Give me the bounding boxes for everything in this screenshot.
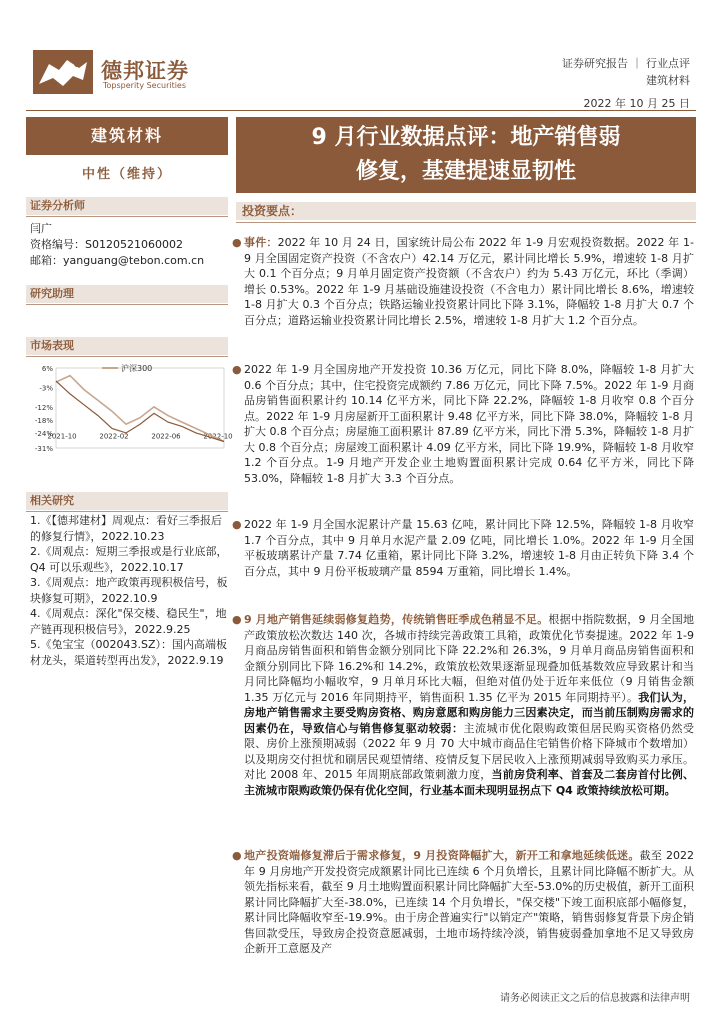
sales-conclusion: 当前房贷利率、首套及二套房首付比例、主流城市限购政策仍保有优化空间，行业基本面未现明显拐点下 Q4 政策持续放松可期。: [244, 768, 694, 797]
bullet-icon: ●: [232, 613, 242, 626]
investment-text: 截至 2022 年 9 月房地产开发投资完成额累计同比已连续 6 个月负增长，且累计同比降幅不断扩大。从领先指标来看，截至 9 月土地购置面积累计同比降幅扩大至-53.0%的历史极值，新开工面积累计同比降幅扩大至-38.0%，已连续 14 个月负增长，"保交楼"下竣工面积底部小幅修复，累计同比降幅收窄至-19.9%。由于房企普遍实行"以销定产"策略，销售弱修复背景下房企销售回款受压，导致房企投资意愿减弱，土地市场持续冷淡，销售疲弱叠加拿地不足又导致房企新开工意愿及产: [244, 849, 695, 955]
x-tick-label: 2022-02: [99, 432, 129, 441]
title-line-1: 9 月行业数据点评：地产销售弱: [311, 125, 621, 150]
header-divider: [26, 110, 696, 111]
x-tick-label: 2022-10: [203, 432, 233, 441]
x-tick-label: 2022-06: [151, 432, 181, 441]
analyst-name: 闫广: [30, 222, 52, 235]
bullet-icon: ●: [232, 518, 242, 531]
y-tick-label: -18%: [34, 416, 53, 425]
investment-lead: 地产投资端修复滞后于需求修复，9 月投资降幅扩大，新开工和拿地延续低迷。: [244, 849, 640, 862]
rating-label: 中性（维持）: [81, 167, 172, 182]
chart-frame: [56, 368, 224, 448]
brand-name: 德邦证券: [101, 59, 189, 83]
sales-view: 我们认为，房地产销售需求主要受购房资格、购房意愿和购房能力三因素决定，而当前压制购房需求的因素仍在，导致信心与销售修复驱动较弱：: [244, 690, 695, 735]
analyst-email[interactable]: 邮箱：yanguang@tebon.com.cn: [30, 254, 205, 267]
paragraph-sales: [232, 612, 695, 798]
y-tick-label: -3%: [39, 384, 53, 393]
event-text: 2022 年 10 月 24 日，国家统计局公布 2022 年 1-9 月宏观投资数据。2022 年 1-9 月全国固定资产投资（不含农户）42.14 万亿元，累计同比增长 5.9%，增速较 1-8 月扩大 0.1 个百分点；9 月单月固定资产投资额（不含农户）约为 5.43 万亿元，环比（季调）增长 0.53%。2022 年 1-9 月基础设施建设投资（不含电力）累计同比增长 8.6%，增速较 1-8 月扩大 0.3 个百分点；铁路运输业投资累计同比下降 3.1%，降幅较 1-8 月扩大 0.7 个百分点；道路运输业投资累计同比增长 2.5%，增速较 1-8 月扩大 1.2 个百分点。: [244, 236, 695, 327]
cement-glass-text: 2022 年 1-9 月全国水泥累计产量 15.63 亿吨，累计同比下降 12.5%，降幅较 1-8 月收窄 1.7 个百分点，其中 9 月单月水泥产量 2.09 亿吨，同比增长 1.0%。2022 年 1-9 月全国平板玻璃累计产量 7.74 亿重箱，累计同比下降 3.2%，增速较 1-8 月由正转负下降 3.4 个百分点，其中 9 月份平板玻璃产量 8594 万重箱，同比增长 1.4%。: [244, 518, 694, 578]
title-line-2: 修复，基建提速显韧性: [355, 159, 576, 184]
related-research-list: [30, 513, 230, 668]
market-section-heading: 市场表现: [26, 337, 228, 355]
paragraph-real-estate: [232, 362, 694, 486]
header-sector: 建筑材料: [646, 74, 690, 87]
y-tick-label: 6%: [41, 365, 53, 373]
legend-label-hs300: 沪深300: [121, 364, 153, 373]
series-line: [56, 376, 224, 442]
bullet-icon: ●: [232, 236, 242, 249]
investment-divider: [236, 222, 696, 223]
analyst-cert: 资格编号：S0120521060002: [30, 238, 183, 251]
sales-text-a: 根据中指院数据，9 月全国地产政策放松次数达 140 次，各城市持续完善政策工具箱，政策优化节奏提速。2022 年 1-9 月商品房销售面积和销售金额分别同比下降 22.2%和 26.3%，9 月单月商品房销售面积和金额分别同比下降 16.2%和 14.2%，政策放松效果逐渐显现叠加低基数效应导致累计和当月同比降幅均小幅收窄，9 月单月环比大幅，但绝对值仍处于近年来低位（9 月销售金额 1.35 万亿元与 2016 年同期持平，销售面积 1.35 亿平为 2015 年同期持平）。: [244, 613, 694, 704]
related-item[interactable]: 3.《周观点：地产政策再现积极信号，板块修复可期》，2022.10.9: [30, 576, 228, 605]
sales-lead: 9 月地产销售延续弱修复趋势，传统销售旺季成色稍显不足。: [244, 613, 549, 626]
investment-points-heading: 投资要点：: [236, 202, 696, 220]
analyst-section-heading: 证券分析师: [26, 197, 228, 215]
paragraph-cement-glass: [232, 517, 694, 579]
related-item[interactable]: 4.《周观点：深化"保交楼、稳民生"，地产链再现积极信号》，2022.9.25: [30, 607, 227, 636]
disclaimer: 请务必阅读正文之后的信息披露和法律声明: [500, 993, 690, 1004]
y-tick-label: -24%: [34, 429, 53, 438]
y-tick-label: -12%: [34, 403, 53, 412]
related-item[interactable]: 1.《【德邦建材】周观点：看好三季报后的修复行情》，2022.10.23: [30, 514, 222, 543]
report-date: 2022 年 10 月 25 日: [583, 97, 690, 110]
report-title: [236, 117, 696, 193]
brand-english: Topsperity Securities: [103, 81, 187, 90]
x-tick-label: 2021-10: [47, 432, 77, 441]
event-lead: 事件：: [244, 236, 278, 249]
sector-label: 建筑材料: [26, 117, 228, 155]
related-item[interactable]: 5.《兔宝宝（002043.SZ）：国内高端板材龙头，渠道转型再出发》，2022.9.19: [30, 638, 228, 667]
related-item[interactable]: 2.《周观点：短期三季报或是行业底部，Q4 可以乐观些》，2022.10.17: [30, 545, 228, 574]
series-line: [56, 381, 224, 442]
assistant-section-heading: 研究助理: [26, 285, 228, 303]
market-performance-chart: [26, 358, 233, 458]
paragraph-event: [232, 235, 695, 328]
related-section-heading: 相关研究: [26, 492, 228, 510]
brand-logo: [33, 50, 93, 94]
real-estate-text: 2022 年 1-9 月全国房地产开发投资 10.36 万亿元，同比下降 8.0%，降幅较 1-8 月扩大 0.6 个百分点；其中，住宅投资完成额约 7.86 万亿元，同比下降 7.5%。2022 年 1-9 月商品房销售面积累计约 10.14 亿平方米，同比下降 22.2%，降幅较 1-8 月收窄 0.8 个百分点。2022 年 1-9 月房屋新开工面积累计 9.48 亿平方米，同比下降 38.0%，降幅较 1-8 月扩大 0.8 个百分点；房屋施工面积累计 87.89 亿平方米，同比下滑 5.3%，降幅较 1-8 月扩大 0.8 个百分点；房屋竣工面积累计 4.09 亿平方米，同比下降 19.9%，降幅较 1-8 月收窄 1.2 个百分点。1-9 月地产开发企业土地购置面积累计完成 0.64 亿平方米，同比下降 53.0%，降幅较 1-8 月扩大 3.3 个百分点。: [244, 363, 694, 485]
bullet-icon: ●: [232, 363, 242, 376]
y-tick-label: -31%: [34, 445, 53, 453]
report-type: 证券研究报告 ｜ 行业点评: [562, 57, 690, 70]
sales-text-b: 主流城市优化限购政策但居民购买资格仍然受限、房价上涨预期减弱（2022 年 9 月 70 大中城市商品住宅销售价格下降城市个数增加）以及期房交付担忧和刷居民观望情绪、疫情反复下居民收入上涨预期减弱导致购买力承压。对比 2008 年、2015 年周期底部政策刺激力度，: [244, 721, 694, 781]
bullet-icon: ●: [232, 849, 242, 862]
paragraph-investment: [232, 848, 695, 957]
